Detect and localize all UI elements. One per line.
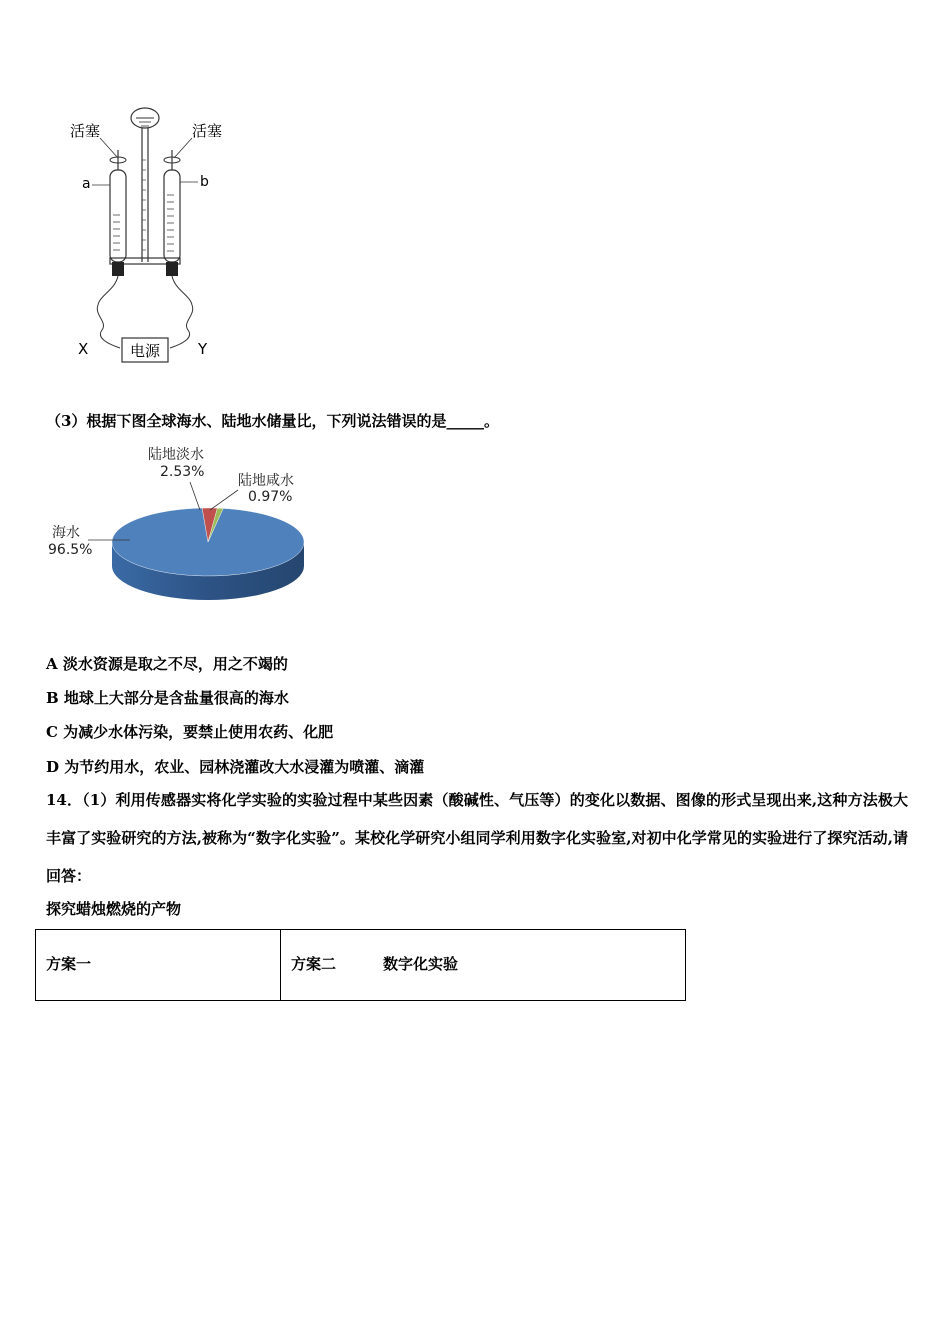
stopcock-left-label: 活塞 bbox=[70, 122, 101, 140]
terminal-x-label: X bbox=[78, 340, 89, 358]
option-a: A 淡水资源是取之不尽，用之不竭的 bbox=[46, 655, 288, 673]
power-supply-label: 电源 bbox=[130, 342, 161, 360]
option-d: D 为节约用水，农业、园林浇灌改大水浸灌为喷灌、滴灌 bbox=[46, 758, 425, 776]
slice-label-seawater-pct: 96.5% bbox=[48, 542, 93, 558]
plan-table-cell-1 bbox=[36, 930, 281, 1000]
plan-table-cell-2 bbox=[281, 930, 685, 1000]
stopcock-right-label: 活塞 bbox=[192, 122, 223, 140]
plan-two-text: 数字化实验 bbox=[383, 955, 459, 973]
plan-one-label: 方案一 bbox=[46, 955, 92, 973]
terminal-y-label: Y bbox=[198, 340, 208, 358]
water-pie-chart bbox=[40, 440, 360, 635]
question14-intro: 14．（1）利用传感器实将化学实验的实验过程中某些因素（酸碱性、气压等）的变化以数据、图像的形式呈现出来,这种方法极大丰富了实验研究的方法,被称为“数字化实验”。某校化学研究小组同学利用数字化实验室,对初中化学常见的实验进行了探究活动,请回答： bbox=[46, 791, 908, 885]
option-c: C 为减少水体污染，要禁止使用农药、化肥 bbox=[46, 723, 334, 741]
option-b: B 地球上大部分是含盐量很高的海水 bbox=[46, 689, 289, 707]
slice-label-freshwater-name: 陆地淡水 bbox=[148, 447, 204, 463]
plan-table bbox=[35, 929, 686, 1001]
slice-label-seawater-name: 海水 bbox=[52, 525, 80, 541]
slice-label-saltwater-pct: 0.97% bbox=[248, 489, 293, 505]
electrolysis-apparatus-figure bbox=[60, 100, 260, 370]
slice-label-saltwater-name: 陆地咸水 bbox=[238, 473, 294, 489]
question3-prompt: （3）根据下图全球海水、陆地水储量比，下列说法错误的是_____。 bbox=[46, 412, 499, 430]
slice-label-freshwater-pct: 2.53% bbox=[160, 464, 205, 480]
plan-two-label: 方案二 bbox=[291, 955, 337, 973]
tube-b-label: b bbox=[200, 174, 209, 190]
tube-a-label: a bbox=[82, 176, 91, 192]
question14-subtitle: 探究蜡烛燃烧的产物 bbox=[46, 900, 182, 918]
